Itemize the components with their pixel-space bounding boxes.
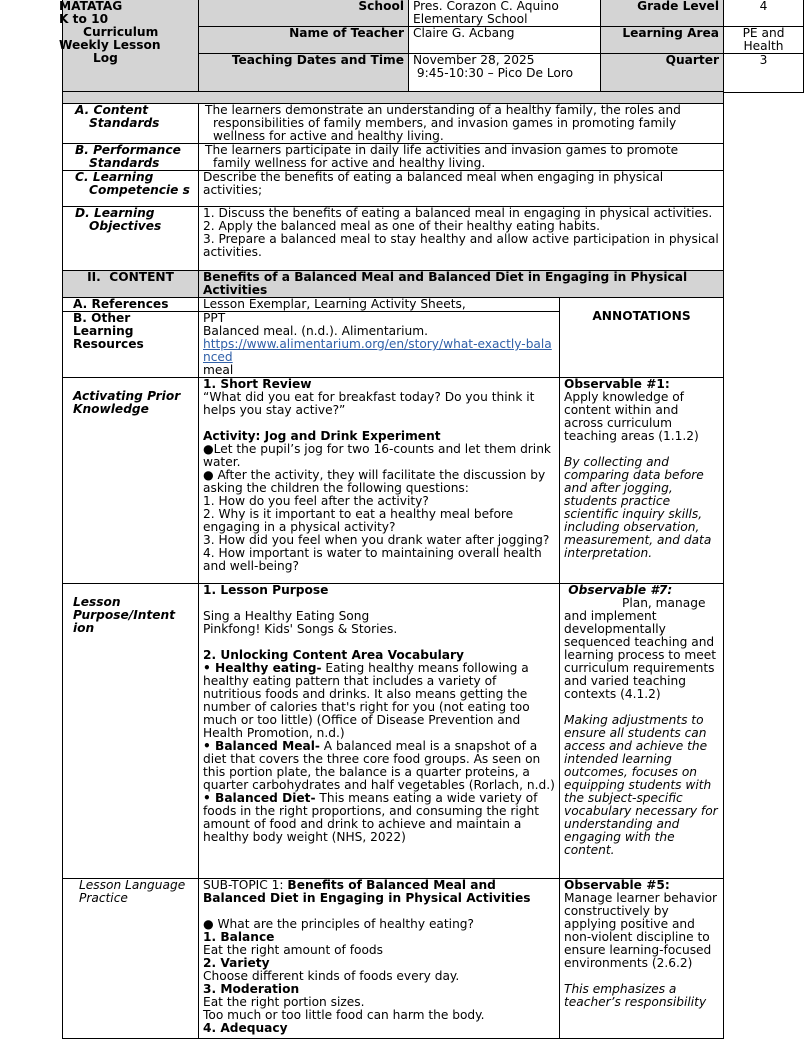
- dates-label: Teaching Dates and Time: [199, 54, 409, 93]
- objective-item: 2. Apply the balanced meal as one of their healthy eating habits.: [203, 219, 600, 233]
- main-table: [62, 91, 724, 1039]
- learning-objectives-label: D. Learning Objectives: [63, 207, 199, 271]
- performance-standards-text: The learners participate in daily life activities and invasion games to promote family wellness for active and healthy living.: [199, 144, 724, 171]
- question-item: 4. How important is water to maintaining overall health and well-being?: [203, 546, 542, 573]
- other-resources-label: B. Other Learning Resources: [63, 312, 199, 378]
- activating-label: Activating Prior Knowledge: [63, 378, 199, 584]
- teacher-value: Claire G. Acbang: [409, 27, 601, 54]
- area-value: PE and Health: [724, 27, 804, 54]
- vocab-balanced-diet: • Balanced Diet- This means eating a wide variety of foods in the right proportions, and consuming the right amount of food and drink to achieve and maintain a healthy body weight (NHS, 2022): [203, 791, 539, 844]
- annotations-header: ANNOTATIONS: [560, 298, 724, 378]
- language-content: SUB-TOPIC 1: Benefits of Balanced Meal and Balanced Diet in Engaging in Physical Activities ● What are the principles of healthy eating? 1. Balance Eat the right amount of foods 2. Variety Choose different kinds of foods every day. 3. Moderation Eat the right portion sizes. Too much or too little food can harm the body. 4. Adequacy: [199, 879, 560, 1039]
- vocab-healthy-eating: • Healthy eating- Eating healthy means following a healthy eating pattern that includes a variety of nutritious foods and drinks. It also means getting the number of calories that's right for you (not eating too much or too little) (Office of Disease Prevention and Health Promotion, n.d.): [203, 661, 530, 740]
- content-text: Benefits of a Balanced Meal and Balanced Diet in Engaging in Physical Activities: [199, 271, 724, 298]
- learning-competencies-label: C. Learning Competencie s: [63, 171, 199, 207]
- learning-competencies-text: Describe the benefits of eating a balanced meal when engaging in physical activities;: [199, 171, 724, 207]
- school-value: Pres. Corazon C. Aquino Elementary School: [409, 0, 601, 27]
- grade-label: Grade Level: [601, 0, 724, 27]
- references-label: A. References: [63, 298, 199, 312]
- purpose-label: Lesson Purpose/Intent ion: [63, 584, 199, 879]
- objective-item: 1. Discuss the benefits of eating a balanced meal in engaging in physical activities.: [203, 206, 713, 220]
- doc-title: MATATAG K to 10 Curriculum Weekly Lesson Log: [63, 0, 199, 93]
- spacer-row: [63, 92, 724, 104]
- purpose-annotation: Observable #7: Plan, manage and implement developmentally sequenced teaching and learning process to meet curriculum requirements and varied teaching contexts (4.1.2) Making adjustments to ensure all students can access and achieve the intended learning outcomes, focuses on equipping students with the subject-specific vocabulary necessary for understanding and engaging with the content.: [560, 584, 724, 879]
- performance-standards-label: B. Performance Standards: [63, 144, 199, 171]
- header-table: [59, 0, 804, 93]
- references-text: Lesson Exemplar, Learning Activity Sheets,: [199, 298, 560, 312]
- quarter-label: Quarter: [601, 54, 724, 93]
- vocab-balanced-meal: • Balanced Meal- A balanced meal is a snapshot of a diet that covers the three core food groups. As seen on this portion plate, the balance is a quarter proteins, a quarter carbohydrates and half vegetables (Rorlach, n.d.): [203, 739, 555, 792]
- alimentarium-link[interactable]: https://www.alimentarium.org/en/story/what-exactly-balanced: [203, 337, 552, 364]
- teacher-label: Name of Teacher: [199, 27, 409, 54]
- language-annotation: Observable #5: Manage learner behavior constructively by applying positive and non-violent discipline to ensure learning-focused environments (2.6.2) This emphasizes a teacher’s responsibility: [560, 879, 724, 1039]
- objective-item: 3. Prepare a balanced meal to stay healthy and allow active participation in physical activities.: [203, 232, 719, 259]
- question-item: 2. Why is it important to eat a healthy meal before engaging in a physical activity?: [203, 507, 514, 534]
- learning-objectives-list: [199, 207, 724, 271]
- activating-content: 1. Short Review “What did you eat for breakfast today? Do you think it helps you stay active?” Activity: Jog and Drink Experiment ●Let the pupil’s jog for two 16-counts and let them drink water. ● After the activity, they will facilitate the discussion by asking the children the following questions: 1. How do you feel after the activity? 2. Why is it important to eat a healthy meal before engaging in a physical activity? 3. How did you feel when you drank water after jogging? 4. How important is water to maintaining overall health and well-being?: [199, 378, 560, 584]
- question-item: 1. How do you feel after the activity?: [203, 494, 429, 508]
- school-label: School: [199, 0, 409, 27]
- activating-annotation: Observable #1: Apply knowledge of content within and across curriculum teaching areas (1.1.2) By collecting and comparing data before and after jogging, students practice scientific inquiry skills, including observation, measurement, and data interpretation.: [560, 378, 724, 584]
- content-label: II. CONTENT: [63, 271, 199, 298]
- content-standards-label: A. Content Standards: [63, 104, 199, 144]
- other-resources-text: PPT Balanced meal. (n.d.). Alimentarium. https://www.alimentarium.org/en/story/what-exactly-balanced meal: [199, 312, 560, 378]
- purpose-content: 1. Lesson Purpose Sing a Healthy Eating Song Pinkfong! Kids' Songs & Stories. 2. Unlocking Content Area Vocabulary • Healthy eating- Eating healthy means following a healthy eating pattern that includes a variety of nutritious foods and drinks. It also means getting the number of calories that's right for you (not eating too much or too little) (Office of Disease Prevention and Health Promotion, n.d.) • Balanced Meal- A balanced meal is a snapshot of a diet that covers the three core food groups. As seen on this portion plate, the balance is a quarter proteins, a quarter carbohydrates and half vegetables (Rorlach, n.d.) • Balanced Diet- This means eating a wide variety of foods in the right proportions, and consuming the right amount of food and drink to achieve and maintain a healthy body weight (NHS, 2022): [199, 584, 560, 879]
- dates-value: November 28, 2025 9:45-10:30 – Pico De Loro: [409, 54, 601, 93]
- language-label: Lesson Language Practice: [63, 879, 199, 1039]
- area-label: Learning Area: [601, 27, 724, 54]
- question-item: 3. How did you feel when you drank water after jogging?: [203, 533, 550, 547]
- quarter-value: 3: [724, 54, 804, 93]
- grade-value: 4: [724, 0, 804, 27]
- content-standards-text: The learners demonstrate an understanding of a healthy family, the roles and responsibilities of family members, and invasion games in promoting family wellness for active and healthy living.: [199, 104, 724, 144]
